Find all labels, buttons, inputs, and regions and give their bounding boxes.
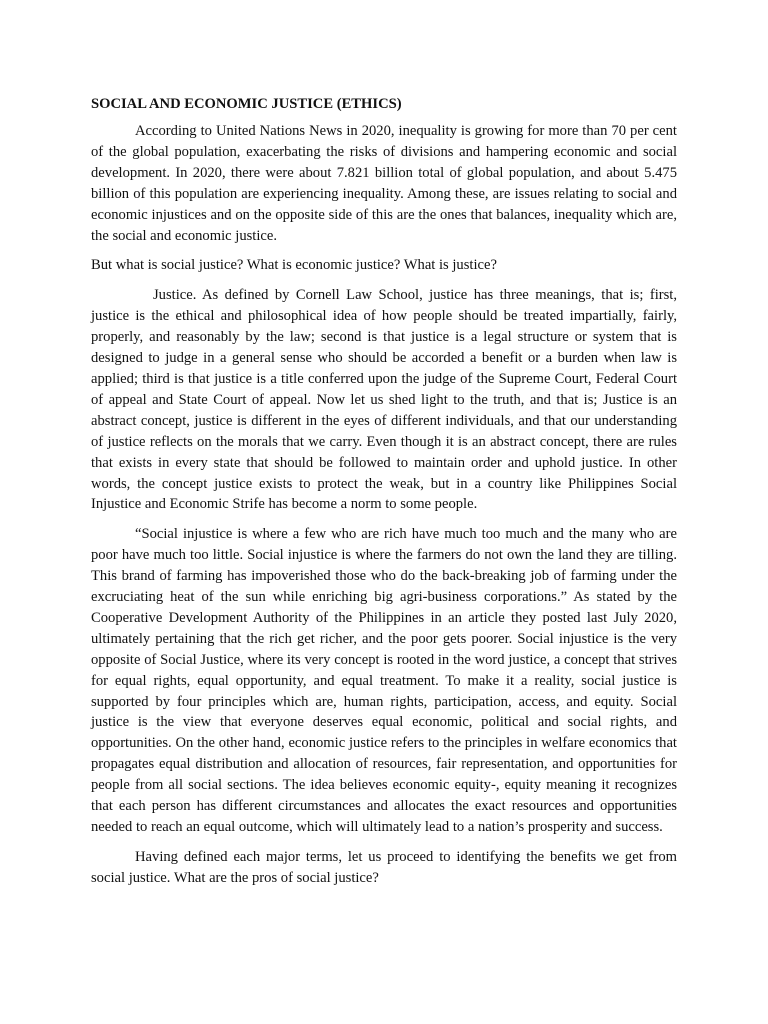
document-title: SOCIAL AND ECONOMIC JUSTICE (ETHICS) <box>91 96 402 112</box>
paragraph-questions: But what is social justice? What is economic justice? What is justice? <box>91 257 497 274</box>
document-page <box>91 94 677 898</box>
paragraph-social-injustice: “Social injustice is where a few who are rich have much too much and the many who are poor have much too little. Social injustice is where the farmers do not own the land they are tilling. This brand of farming has impoverished those who do the back-breaking job of farming under the excruciating heat of the sun while enriching big agri-business corporations.” As stated by the Cooperative Development Authority of the Philippines in an article they posted last July 2020, ultimately pertaining that the rich get richer, and the poor gets poorer. Social injustice is the very opposite of Social Justice, where its very concept is rooted in the word justice, a concept that strives for equal rights, equal opportunity, and equal treatment. To make it a reality, social justice is supported by four principles which are, human rights, participation, access, and equity. Social justice is the view that everyone deserves equal economic, political and social rights, and opportunities. On the other hand, economic justice refers to the principles in welfare economics that propagates equal distribution and allocation of resources, fair representation, and opportunities for people from all social sections. The idea believes economic equity-, equity meaning it recognizes that each person has different circumstances and allocates the exact resources and opportunities needed to reach an equal outcome, which will ultimately lead to a nation’s prosperity and success. <box>91 526 677 835</box>
paragraph-inequality: According to United Nations News in 2020, inequality is growing for more than 70 per cent of the global population, exacerbating the risks of divisions and hampering economic and social development. In 2020, there were about 7.821 billion total of global population, and about 5.475 billion of this population are experiencing inequality. Among these, are issues relating to social and economic injustices and on the opposite side of this are the ones that balances, inequality which are, the social and economic justice. <box>91 123 677 244</box>
paragraph-justice-definition: Justice. As defined by Cornell Law School, justice has three meanings, that is; first, justice is the ethical and philosophical idea of how people should be treated impartially, fairly, properly, and reasonably by the law; second is that justice is a legal structure or system that is designed to judge in a general sense who should be accorded a benefit or a burden when law is applied; third is that justice is a title conferred upon the judge of the Supreme Court, Federal Court of appeal and State Court of appeal. Now let us shed light to the truth, and that is; Justice is an abstract concept, justice is different in the eyes of different individuals, and that our understanding of justice reflects on the morals that we carry. Even though it is an abstract concept, there are rules that exists in every state that should be followed to maintain order and uphold justice. In other words, the concept justice exists to protect the weak, but in a country like Philippines Social Injustice and Economic Strife has become a norm to some people. <box>91 287 677 513</box>
paragraph-pros-intro: Having defined each major terms, let us proceed to identifying the benefits we get from social justice. What are the pros of social justice? <box>91 848 677 886</box>
